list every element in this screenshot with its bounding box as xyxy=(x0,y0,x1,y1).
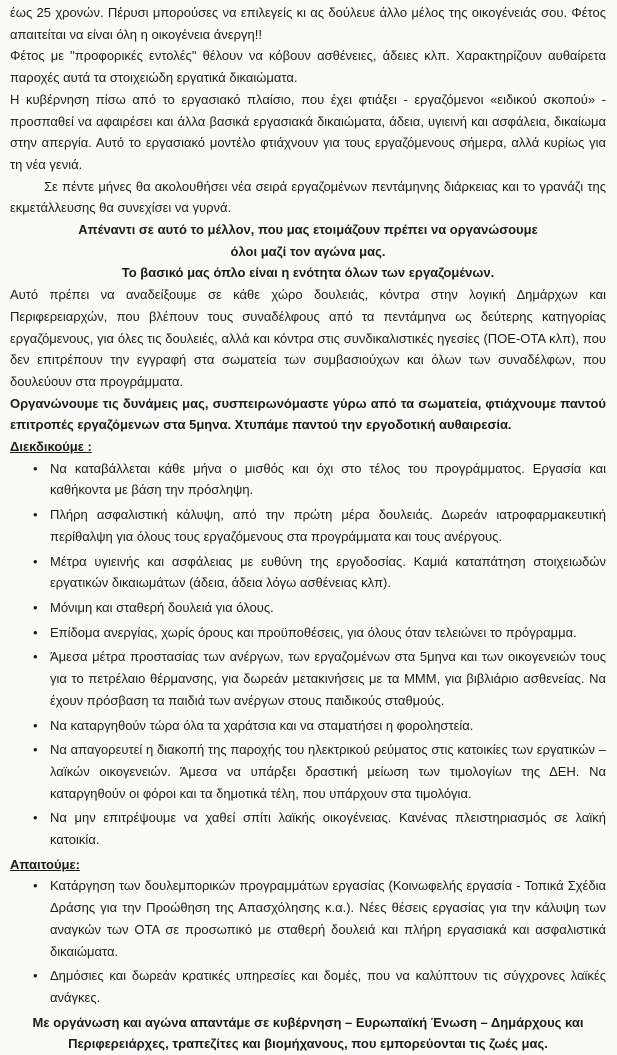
demands-list xyxy=(10,458,606,851)
list-item xyxy=(33,715,606,737)
list-item xyxy=(33,807,606,850)
list-item-text: Να απαγορευτεί η διακοπή της παροχής του ηλεκτρικού ρεύματος στις κατοικίες των εργατικών – λαϊκών οικογενειών. Άμεσα να υπάρξει δραστική μείωση των τιμολογίων της ΔΕΗ. Να καταργηθούν οι φόροι και τα δημοτικά τέλη, που υπάρχουν στα τιμολόγια. xyxy=(50,742,606,801)
list-item xyxy=(33,504,606,547)
list-item-text: Να καταβάλλεται κάθε μήνα ο μισθός και όχι στο τέλος του προγράμματος. Εργασία και καθήκοντα με βάση την πρόσληψη. xyxy=(50,460,606,498)
list-item-text: Δημόσιες και δωρεάν κρατικές υπηρεσίες και δομές, που να καλύπτουν τις σύγχρονες λαϊκές ανάγκες. xyxy=(50,968,606,1005)
closing-line: Περιφερειάρχες, τραπεζίτες και βιομήχανους, που εμπορεύονται τις ζωές μας. xyxy=(68,1036,548,1052)
bold-center-line: όλοι μαζί τον αγώνα μας. xyxy=(230,243,386,259)
paragraph: έως 25 χρονών. Πέρυσι μπορούσες να επιλεγείς κι ας δούλευε άλλο μέλος της οικογένειάς σου. Φέτος απαιτείται να είναι όλη η οικογένεια άνεργη!! xyxy=(10,5,606,42)
bullet-icon: • xyxy=(33,810,38,826)
bullet-icon: • xyxy=(33,968,38,984)
list-item xyxy=(33,622,606,644)
bullet-icon: • xyxy=(33,507,38,523)
bold-center-line: Το βασικό μας όπλο είναι η ενότητα όλων των εργαζομένων. xyxy=(121,265,495,281)
list-item xyxy=(33,551,606,594)
bullet-icon: • xyxy=(33,460,38,476)
bullet-icon: • xyxy=(33,553,38,569)
list-item-text: Να καταργηθούν τώρα όλα τα χαράτσια και να σταματήσει η φοροληστεία. xyxy=(50,717,474,733)
list-item-text: Πλήρη ασφαλιστική κάλυψη, από την πρώτη μέρα δουλειάς. Δωρεάν ιατροφαρμακευτική περίθαλψη για όλους τους εργαζόμενους στα προγράμματα και τους ανέργους. xyxy=(50,507,606,544)
requirements-heading: Απαιτούμε: xyxy=(10,856,80,872)
list-item-text: Να μην επιτρέψουμε να χαθεί σπίτι λαϊκής οικογένειας. Κανένας πλειστηριασμός σε λαϊκή κατοικία. xyxy=(50,810,606,848)
list-item xyxy=(33,458,606,501)
bold-center-line: Απέναντι σε αυτό το μέλλον, που μας ετοιμάζουν πρέπει να οργανώσουμε xyxy=(78,222,538,238)
paragraph: Σε πέντε μήνες θα ακολουθήσει νέα σειρά εργαζομένων πεντάμηνης διάρκειας και το γρανάζι της εκμετάλλευσης θα συνεχίσει να γυρνά. xyxy=(10,178,606,216)
requirements-list xyxy=(10,875,606,1008)
bullet-icon: • xyxy=(33,878,38,894)
list-item xyxy=(33,597,606,619)
list-item xyxy=(33,875,606,962)
list-item-text: Μέτρα υγιεινής και ασφάλειας με ευθύνη της εργοδοσίας. Καμιά καταπάτηση στοιχειωδών εργατικών δικαιωμάτων (άδεια, άδεια λόγω ασθένειας κλπ). xyxy=(50,553,606,591)
paragraph: Η κυβέρνηση πίσω από το εργασιακό πλαίσιο, που έχει φτιάξει - εργαζόμενοι «ειδικού σκοπού» - προσπαθεί να αφαιρέσει και άλλα βασικά εργασιακά δικαιώματα, άδεια, υγιεινή και ασφάλεια, δικαίωμα στην απεργία. Αυτό το εργασιακό μοντέλο φτιάχνουν για τους εργαζόμενους σήμερα, αλλά κυρίως για τη νέα γενιά. xyxy=(10,91,606,172)
paragraph: Αυτό πρέπει να αναδείξουμε σε κάθε χώρο δουλειάς, κόντρα στην λογική Δημάρχων και Περιφερειαρχών, που βλέπουν τους συναδέλφους από τα πεντάμηνα ως δεύτερης κατηγορίας εργαζόμενους, για όλες τις δουλειές, αλλά και κόντρα στις συνδικαλιστικές ηγεσίες (ΠΟΕ-ΟΤΑ κλπ), που δεν επιτρέπουν την εγγραφή στα σωματεία των συμβασιούχων και όλων των συναδέλφων, που δουλεύουν στα προγράμματα. xyxy=(10,287,606,389)
list-item-text: Κατάργηση των δουλεμπορικών προγραμμάτων εργασίας (Κοινωφελής εργασία - Τοπικά Σχέδια Δράσης για την Προώθηση της Απασχόλησης κ.α.). Νέες θέσεις εργασίας για την κάλυψη των αναγκών των ΟΤΑ σε προσωπικό με σταθερή δουλειά και πλήρη εργασιακά και ασφαλιστικά δικαιώματα. xyxy=(50,878,606,959)
list-item xyxy=(33,646,606,711)
closing-line: Με οργάνωση και αγώνα απαντάμε σε κυβέρνηση – Ευρωπαϊκή Ένωση – Δημάρχους και xyxy=(32,1014,584,1030)
bullet-icon: • xyxy=(33,599,38,615)
bullet-icon: • xyxy=(33,624,38,640)
bold-paragraph: Οργανώνουμε τις δυνάμεις μας, συσπειρωνόμαστε γύρω από τα σωματεία, φτιάχνουμε παντού επιτροπές εργαζόμενων στα 5μηνα. Χτυπάμε παντού την εργοδοτική αυθαιρεσία. xyxy=(10,395,606,433)
paragraph: Φέτος με "προφορικές εντολές" θέλουν να κόβουν ασθένειες, άδειες κλπ. Χαρακτηρίζουν αυθαίρετα παροχές αυτά τα στοιχειώδη εργατικά δικαιώματα. xyxy=(10,48,606,86)
list-item-text: Μόνιμη και σταθερή δουλειά για όλους. xyxy=(50,599,274,615)
list-item-text: Επίδομα ανεργίας, χωρίς όρους και προϋποθέσεις, για όλους όταν τελειώνει το πρόγραμμα. xyxy=(50,624,577,640)
bullet-icon: • xyxy=(33,717,38,733)
bullet-icon: • xyxy=(33,742,38,758)
bullet-icon: • xyxy=(33,649,38,665)
list-item-text: Άμεσα μέτρα προστασίας των ανέργων, των εργαζομένων στα 5μηνα και των οικογενειών τους για το πετρέλαιο θέρμανσης, για δωρεάν μετακινήσεις με τα ΜΜΜ, για βιβλιάριο ασθενείας. Να έχουν πρόσβαση τα παιδιά των ανέργων στους παιδικούς σταθμούς. xyxy=(50,649,606,708)
list-item xyxy=(33,739,606,804)
list-item xyxy=(33,965,606,1008)
demands-heading: Διεκδικούμε : xyxy=(10,439,92,455)
